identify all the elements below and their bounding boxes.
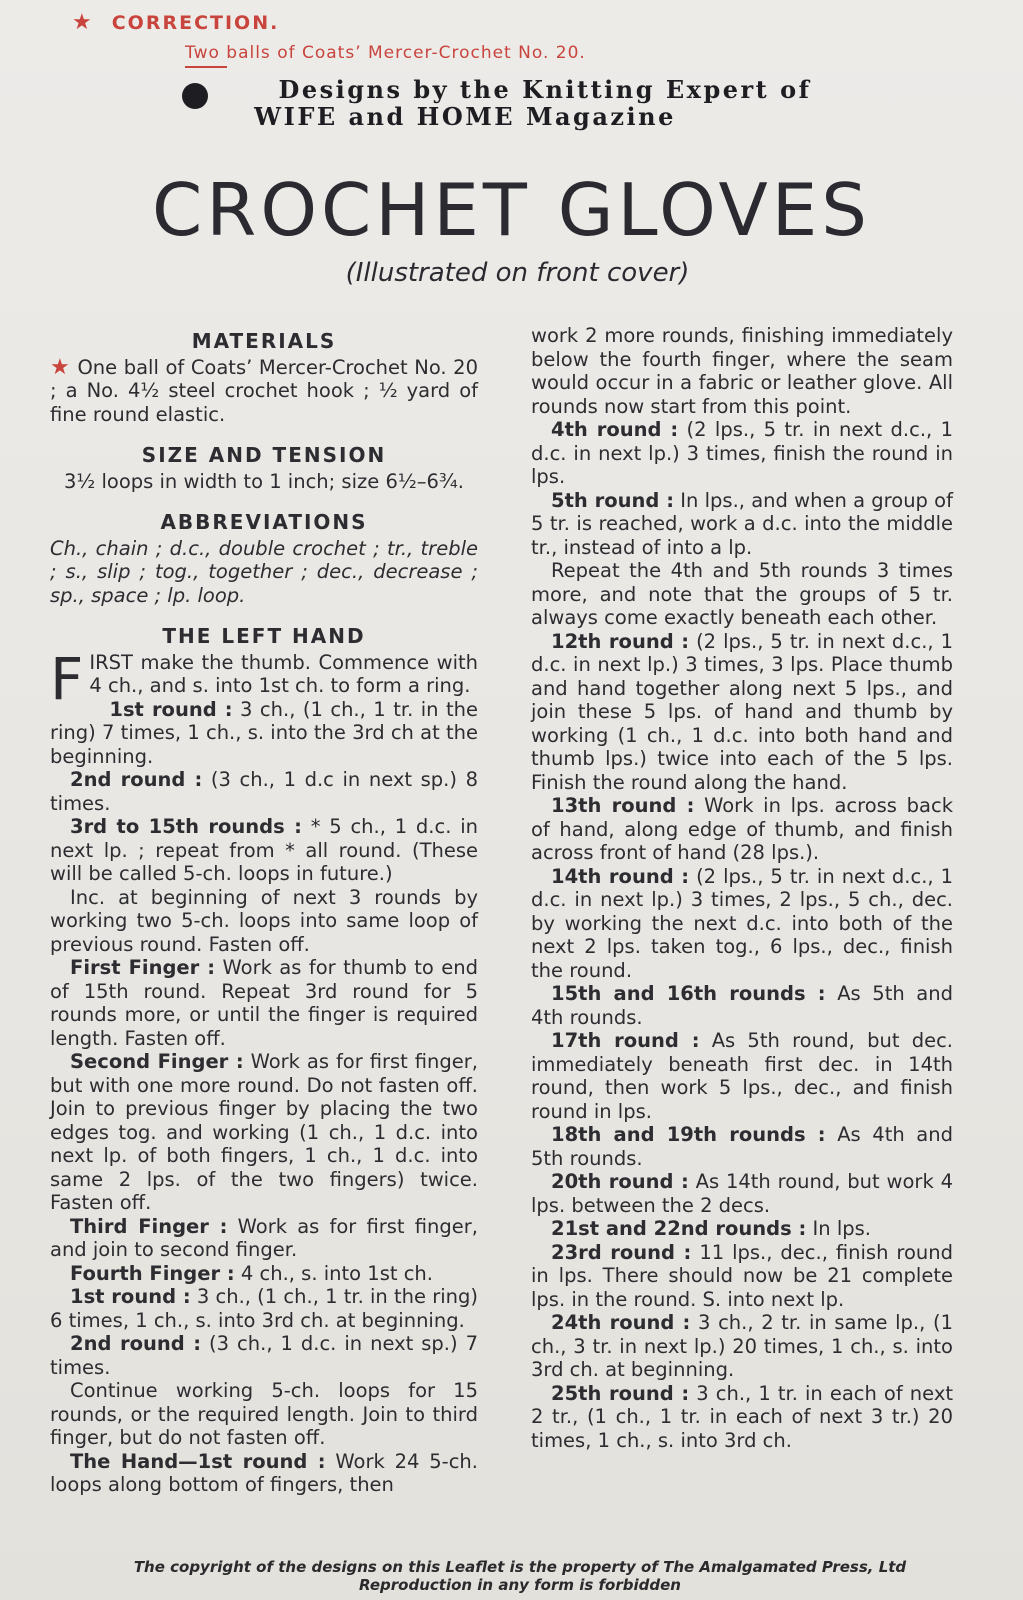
round-label: 1st round : [70,1285,191,1308]
correction-label: CORRECTION. [111,11,280,34]
instruction-paragraph [50,1332,478,1379]
instruction-text: 4 ch., s. into 1st ch. [234,1261,433,1285]
round-label: 1st round : [109,697,233,721]
instruction-text: Work as for thumb to end of 15th round. Repeat 3rd round for 5 rounds more, or until the finger is required length. Fasten off. [50,956,478,1050]
instruction-paragraph [50,956,478,1050]
instruction-paragraph [531,865,953,983]
right-column [531,324,953,1452]
correction-underline [185,66,227,68]
size-heading: SIZE AND TENSION [141,443,387,467]
instruction-paragraph [50,815,478,886]
instruction-paragraph [50,768,478,815]
round-label: 5th round : [551,488,674,512]
instruction-paragraph [531,489,953,560]
instruction-paragraph [50,886,478,957]
round-label: 2nd round : [70,1332,202,1355]
round-label: 20th round : [551,1170,689,1193]
instruction-text: * 5 ch., 1 d.c. in next lp. ; repeat from * all round. (These will be called 5-ch. loops in future.) [50,815,479,885]
instruction-text: work 2 more rounds, finishing immediately below the fourth finger, where the seam would occur in a fabric or leather glove. All rounds now start from this point. [531,324,953,418]
instruction-paragraph [531,1241,953,1312]
round-label: The Hand—1st round : [70,1449,326,1473]
instruction-text: As 14th round, but work 4 lps. between the 2 decs. [531,1170,953,1217]
instruction-text: 3 ch., (1 ch., 1 tr. in the ring) 6 times, 1 ch., s. into 3rd ch. at beginning. [50,1285,479,1332]
instruction-text: As 4th and 5th rounds. [531,1123,953,1170]
copyright-line: The copyright of the designs on this Leaflet is the property of The Amalgamated Press, Ltd [133,1558,907,1576]
round-label: 13th round : [551,794,695,817]
publisher-header [180,76,870,130]
right-hand-instructions [531,324,953,1452]
round-label: 21st and 22nd rounds : [551,1217,807,1240]
instruction-paragraph [531,324,953,418]
instruction-text: Work as for first finger, and join to second finger. [50,1214,478,1261]
page-subtitle: (Illustrated on front cover) [345,258,690,288]
publisher-line-2: WIFE and HOME Magazine [254,102,676,131]
instruction-paragraph [50,1285,478,1332]
round-label: 18th and 19th rounds : [551,1123,826,1146]
round-label: 14th round : [551,864,690,888]
round-label: Second Finger : [70,1050,244,1073]
instruction-text: As 5th and 4th rounds. [531,982,953,1029]
instruction-paragraph [50,698,478,769]
instruction-paragraph [531,630,953,795]
instruction-paragraph [50,1215,478,1262]
instruction-text: Inc. at beginning of next 3 rounds by working two 5-ch. loops into same loop of previous round. Fasten off. [50,885,478,956]
instruction-paragraph [50,1450,478,1497]
round-label: Third Finger : [70,1214,228,1238]
correction-text: Two balls of Coats’ Mercer-Crochet No. 20. [185,43,586,63]
round-label: 2nd round : [70,768,203,791]
round-label: Fourth Finger : [70,1261,235,1285]
drop-cap: F [50,644,84,713]
instruction-text: In lps. [806,1217,872,1240]
instruction-text: (2 lps., 5 tr. in next d.c., 1 d.c. in next lp.) 3 times, 2 lps., 5 ch., dec. by working the next d.c. into both of the next 2 lps. taken tog., 6 lps., dec., finish the round. [531,864,953,982]
instruction-paragraph [50,1379,478,1450]
instruction-text: 11 lps., dec., finish round in lps. There should now be 21 complete lps. in the round. S. into next lp. [531,1240,954,1311]
instruction-text: (2 lps., 5 tr. in next d.c., 1 d.c. in next lp.) 3 times, finish the round in lps. [531,418,953,488]
instruction-paragraph [50,1262,478,1286]
instruction-text: 3 ch., (1 ch., 1 tr. in the ring) 7 times, 1 ch., s. into the 3rd ch at the beginning. [50,697,479,768]
instruction-paragraph [531,1382,953,1453]
instruction-paragraph [531,982,953,1029]
page-title: CROCHET GLOVES [152,168,871,252]
round-label: 4th round : [551,418,679,441]
instruction-text: In lps., and when a group of 5 tr. is reached, work a d.c. into the middle tr., instead of into a lp. [531,488,953,559]
copyright-footer [70,1558,970,1594]
correction-note [72,10,586,63]
instruction-text: Work in lps. across back of hand, along edge of thumb, and finish across front of hand (28 lps.). [531,794,953,864]
star-icon: ★ [72,10,94,35]
materials-text: ★ One ball of Coats’ Mercer-Crochet No. 20 ; a No. 4½ steel crochet hook ; ½ yard of fine round elastic. [50,354,478,426]
instruction-text: 3 ch., 2 tr. in same lp., (1 ch., 3 tr. in next lp.) 20 times, 1 ch., s. into 3rd ch. at beginning. [531,1311,953,1381]
star-icon: ★ [50,354,78,380]
left-hand-instructions [50,698,478,1497]
instruction-paragraph [531,1311,953,1382]
instruction-text: (2 lps., 5 tr. in next d.c., 1 d.c. in next lp.) 3 times, 3 lps. Place thumb and hand together along next 5 lps., and join these 5 lps. of hand and thumb by working (1 ch., 1 d.c. into both hand and thumb lps.) twice into each of the 5 lps. Finish the round along the hand. [531,629,953,794]
left-column [50,324,478,1497]
round-label: 3rd to 15th rounds : [70,815,302,838]
instruction-paragraph [531,559,953,630]
instruction-text: Continue working 5-ch. loops for 15 rounds, or the required length. Join to third finger, but do not fasten off. [50,1379,478,1449]
round-label: 12th round : [551,629,690,653]
publisher-line-1: Designs by the Knitting Expert of [278,75,812,104]
instruction-text: 3 ch., 1 tr. in each of next 2 tr., (1 ch., 1 tr. in each of next 3 tr.) 20 times, 1 ch., s. into 3rd ch. [531,1381,954,1452]
instruction-paragraph [531,1123,953,1170]
round-label: 17th round : [551,1029,700,1052]
reproduction-line: Reproduction in any form is forbidden [359,1576,681,1594]
instruction-paragraph [531,418,953,489]
instruction-paragraph [531,1029,953,1123]
instruction-paragraph [50,1050,478,1215]
size-text: 3½ loops in width to 1 inch; size 6½–6¾. [63,469,465,493]
instruction-text: Work 24 5-ch. loops along bottom of fingers, then [50,1449,478,1496]
instruction-paragraph [531,1170,953,1217]
round-label: 23rd round : [551,1240,692,1264]
instruction-text: Repeat the 4th and 5th rounds 3 times more, and note that the groups of 5 tr. always come exactly beneath each other. [531,559,953,629]
materials-heading: MATERIALS [191,329,337,353]
abbreviations-heading: ABBREVIATIONS [160,510,368,534]
instruction-paragraph [531,1217,953,1241]
instruction-text: Work as for first finger, but with one more round. Do not fasten off. Join to previous finger by placing the two edges tog. and working (1 ch., 1 d.c. into next lp. of both fingers, 1 ch., 1 d.c. into same 2 lps. of the two fingers) twice. Fasten off. [50,1050,478,1214]
instruction-text: (3 ch., 1 d.c. in next sp.) 7 times. [50,1332,478,1379]
round-label: 15th and 16th rounds : [551,982,826,1005]
instruction-text: (3 ch., 1 d.c in next sp.) 8 times. [50,768,478,815]
abbreviations-text: Ch., chain ; d.c., double crochet ; tr., treble ; s., slip ; tog., together ; dec., decrease ; sp., space ; lp. loop. [50,536,478,607]
round-label: First Finger : [70,956,216,979]
left-hand-heading: THE LEFT HAND [162,624,366,648]
round-label: 24th round : [551,1311,691,1334]
left-hand-intro: FIRST make the thumb. Commence with 4 ch., and s. into 1st ch. to form a ring. [50,644,478,713]
instruction-text: As 5th round, but dec. immediately beneath first dec. in 14th round, then work 5 lps., dec., and finish round in lps. [531,1029,953,1123]
instruction-paragraph [531,794,953,865]
round-label: 25th round : [551,1381,690,1405]
